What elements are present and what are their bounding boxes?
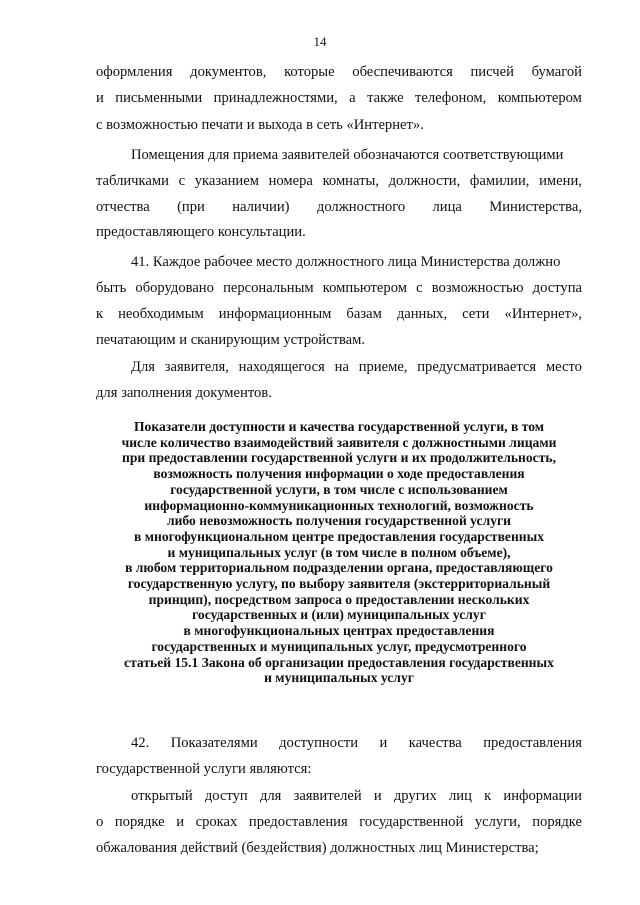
word: и (96, 90, 104, 106)
heading-line: в многофункциональных центрах предоставления (183, 623, 495, 639)
word: бумагой (531, 64, 582, 80)
word: Для (131, 359, 155, 375)
word: открытый (131, 788, 193, 804)
word: к (484, 788, 492, 804)
word: предоставления (248, 814, 348, 830)
word: (при (177, 199, 205, 215)
heading-line: государственных и (или) муниципальных услуг (192, 607, 486, 623)
word: возможностью (431, 280, 524, 296)
word: компьютером (322, 280, 407, 296)
word: на (334, 359, 349, 375)
p4-line-2: для заполнения документов. (96, 385, 272, 401)
word: компьютером (497, 90, 582, 106)
p1-line-3: с возможностью печати и выхода в сеть «Интернет». (96, 117, 424, 133)
word: также (367, 90, 404, 106)
section-heading (96, 419, 582, 686)
p2-line-2 (96, 172, 582, 190)
word: указанием (194, 173, 259, 189)
word: к (96, 306, 104, 322)
word: персональным (223, 280, 314, 296)
word: предоставления (483, 735, 582, 751)
p5-line-2: государственной услуги являются: (96, 761, 312, 777)
heading-line: и муниципальных услуг (в том числе в полном объеме), (167, 544, 511, 560)
word: имени, (539, 173, 582, 189)
word: а (349, 90, 356, 106)
word: услуги, (474, 814, 521, 830)
word: приеме, (358, 359, 408, 375)
word: принадлежностями, (213, 90, 338, 106)
p2-line-4: предоставляющего консультации. (96, 224, 306, 240)
p6-line-3: обжалования действий (бездействия) должностных лиц Министерства; (96, 840, 539, 856)
word: с (178, 173, 186, 189)
word: необходимым (118, 306, 204, 322)
word: отчества (96, 199, 150, 215)
heading-line: информационно-коммуникационных технологий, возможность (144, 497, 534, 513)
heading-line: числе количество взаимодействий заявителя с должностными лицами (121, 434, 557, 450)
word: порядке (532, 814, 582, 830)
heading-line: государственную услугу, по выбору заявителя (экстерриториальный (127, 576, 551, 592)
word: комнаты, (322, 173, 379, 189)
word: и (379, 735, 388, 751)
word: должностного (316, 199, 406, 215)
heading-line: либо невозможность получения государственной услуги (166, 513, 512, 529)
p2-line-1: Помещения для приема заявителей обозначаются соответствующими (131, 147, 564, 163)
heading-line: и муниципальных услуг (264, 670, 414, 686)
heading-line: статьей 15.1 Закона об организации предоставления государственных (124, 654, 554, 670)
word: доступ (204, 788, 248, 804)
word: заявителей (293, 788, 362, 804)
word: государственной (359, 814, 464, 830)
word: Министерства, (489, 199, 582, 215)
p3-line-1: 41. Каждое рабочее место должностного лица Министерства должно (131, 254, 561, 270)
word: должности, (388, 173, 461, 189)
word: документов, (190, 64, 267, 80)
word: сети (462, 306, 490, 322)
p6-line-2 (96, 813, 582, 831)
word: оборудовано (135, 280, 214, 296)
word: качества (408, 735, 462, 751)
word: данных, (396, 306, 448, 322)
heading-line: Показатели доступности и качества государственной услуги, в том (133, 419, 544, 434)
word: оформления (96, 64, 173, 80)
heading-line: в любом территориальном подразделении органа, предоставляющего (125, 560, 553, 576)
heading-line: возможность получения информации о ходе предоставления (153, 466, 525, 482)
word: лиц (449, 788, 472, 804)
word: которые (284, 64, 335, 80)
heading-line: при предоставлении государственной услуги и их продолжительность, (122, 450, 556, 466)
p3-line-4: печатающим и сканирующим устройствам. (96, 332, 366, 348)
p1-line-1 (96, 63, 582, 81)
word: быть (96, 280, 127, 296)
p1-line-2 (96, 89, 582, 107)
word: номера (268, 173, 313, 189)
word: обеспечиваются (352, 64, 453, 80)
word: телефоном, (415, 90, 487, 106)
word: доступа (532, 280, 582, 296)
word: «Интернет», (504, 306, 582, 322)
word: для (259, 788, 282, 804)
p4-line-1 (131, 358, 582, 376)
word: Показателями (170, 735, 258, 751)
word: и (176, 814, 185, 830)
word: писчей (470, 64, 514, 80)
word: информации (503, 788, 582, 804)
heading-line: государственной услуги, в том числе с использованием (170, 481, 508, 497)
heading-line: принцип), посредством запроса о предоставлении нескольких (148, 591, 530, 607)
word: базам (346, 306, 382, 322)
word: находящегося (238, 359, 325, 375)
word: наличии) (232, 199, 290, 215)
word: о (96, 814, 104, 830)
word: информационным (218, 306, 332, 322)
word: и (373, 788, 382, 804)
word: лица (432, 199, 462, 215)
word: фамилии, (469, 173, 530, 189)
heading-line: в многофункциональном центре предоставления государственных (133, 528, 545, 544)
p6-line-1 (131, 787, 582, 805)
word: место (545, 359, 582, 375)
p2-line-3 (96, 198, 582, 216)
word: с (416, 280, 423, 296)
word: письменными (115, 90, 203, 106)
p3-line-2 (96, 279, 582, 297)
word: доступности (279, 735, 359, 751)
word: заявителя, (164, 359, 229, 375)
word: табличками (96, 173, 169, 189)
word: предусматривается (417, 359, 537, 375)
word: других (393, 788, 437, 804)
p3-line-3 (96, 305, 582, 323)
word: 42. (131, 735, 150, 751)
heading-line: государственных и муниципальных услуг, предусмотренного (151, 638, 527, 654)
word: сроках (195, 814, 238, 830)
page-number: 14 (313, 34, 327, 49)
word: порядке (114, 814, 165, 830)
p5-line-1 (131, 734, 582, 752)
